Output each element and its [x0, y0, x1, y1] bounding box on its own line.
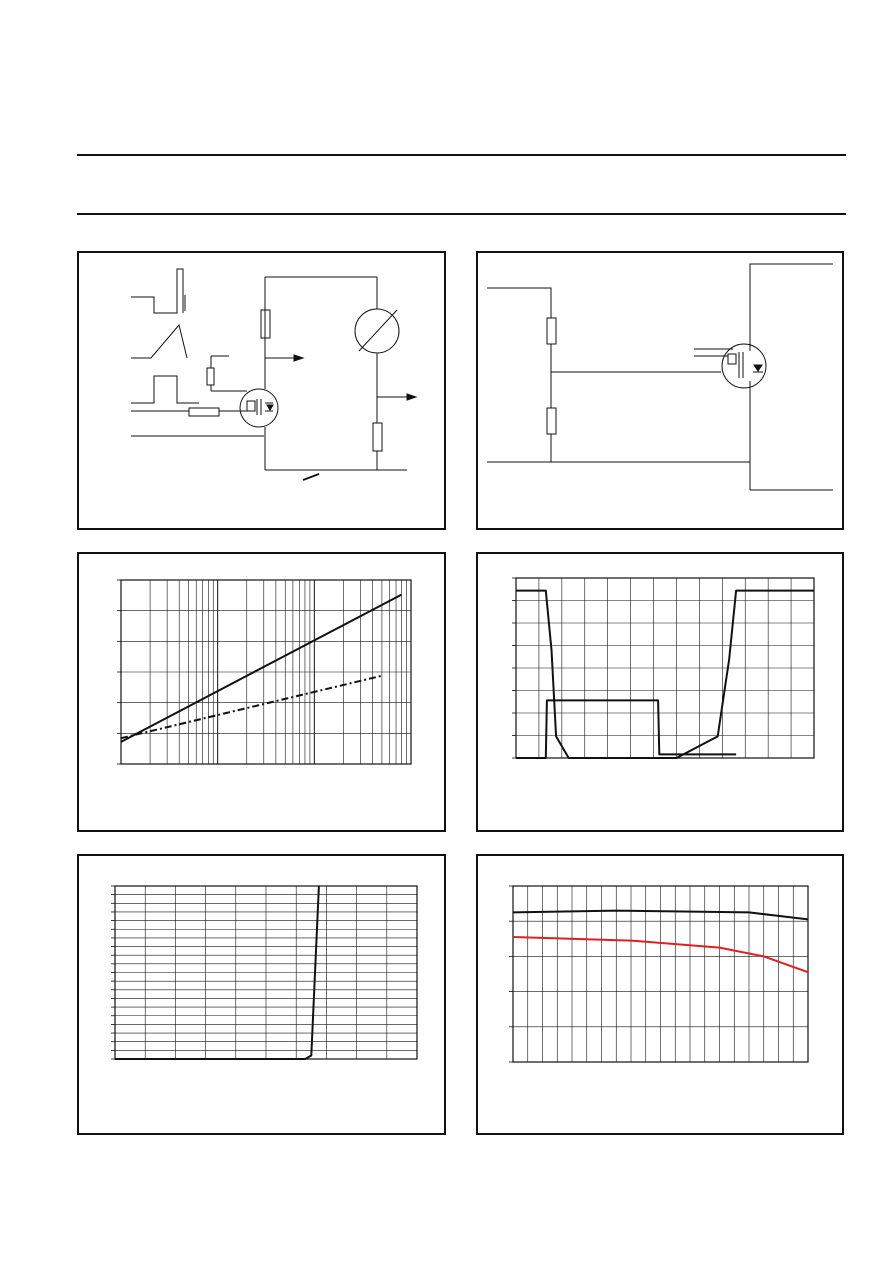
divider-resistor-top: [547, 318, 556, 344]
divider-resistor-bottom: [547, 408, 556, 434]
series-line-2: [516, 700, 736, 758]
chart-steep-rise: [79, 856, 444, 1133]
ground-symbol: [303, 474, 319, 480]
figure-panel-test-circuit-2: [476, 251, 844, 530]
waveform-spike: [131, 269, 183, 313]
chart-switching: [478, 554, 842, 830]
waveform-ramp: [131, 325, 187, 358]
figure-panel-chart-switching: [476, 552, 844, 832]
gate-resistor: [189, 408, 219, 416]
mosfet-symbol: [240, 389, 278, 427]
waveform-square: [131, 376, 199, 403]
figure-panel-chart-steep-rise: [77, 854, 446, 1135]
series-line-1: [121, 595, 401, 742]
chart-log-lines: [79, 554, 444, 830]
sense-resistor: [373, 423, 382, 451]
figure-panel-chart-two-curves: [476, 854, 844, 1135]
schematic-test-circuit-2: [478, 253, 842, 528]
schematic-test-circuit-1: [79, 253, 444, 528]
header-top-rule: [77, 154, 846, 156]
series-line-2: [121, 676, 382, 739]
figure-panel-test-circuit-1: [77, 251, 446, 530]
bias-resistor: [207, 368, 214, 385]
figure-panel-chart-log-lines: [77, 552, 446, 832]
header-bottom-rule: [77, 213, 846, 215]
chart-two-curves: [478, 856, 842, 1133]
series-line-1: [516, 591, 814, 758]
